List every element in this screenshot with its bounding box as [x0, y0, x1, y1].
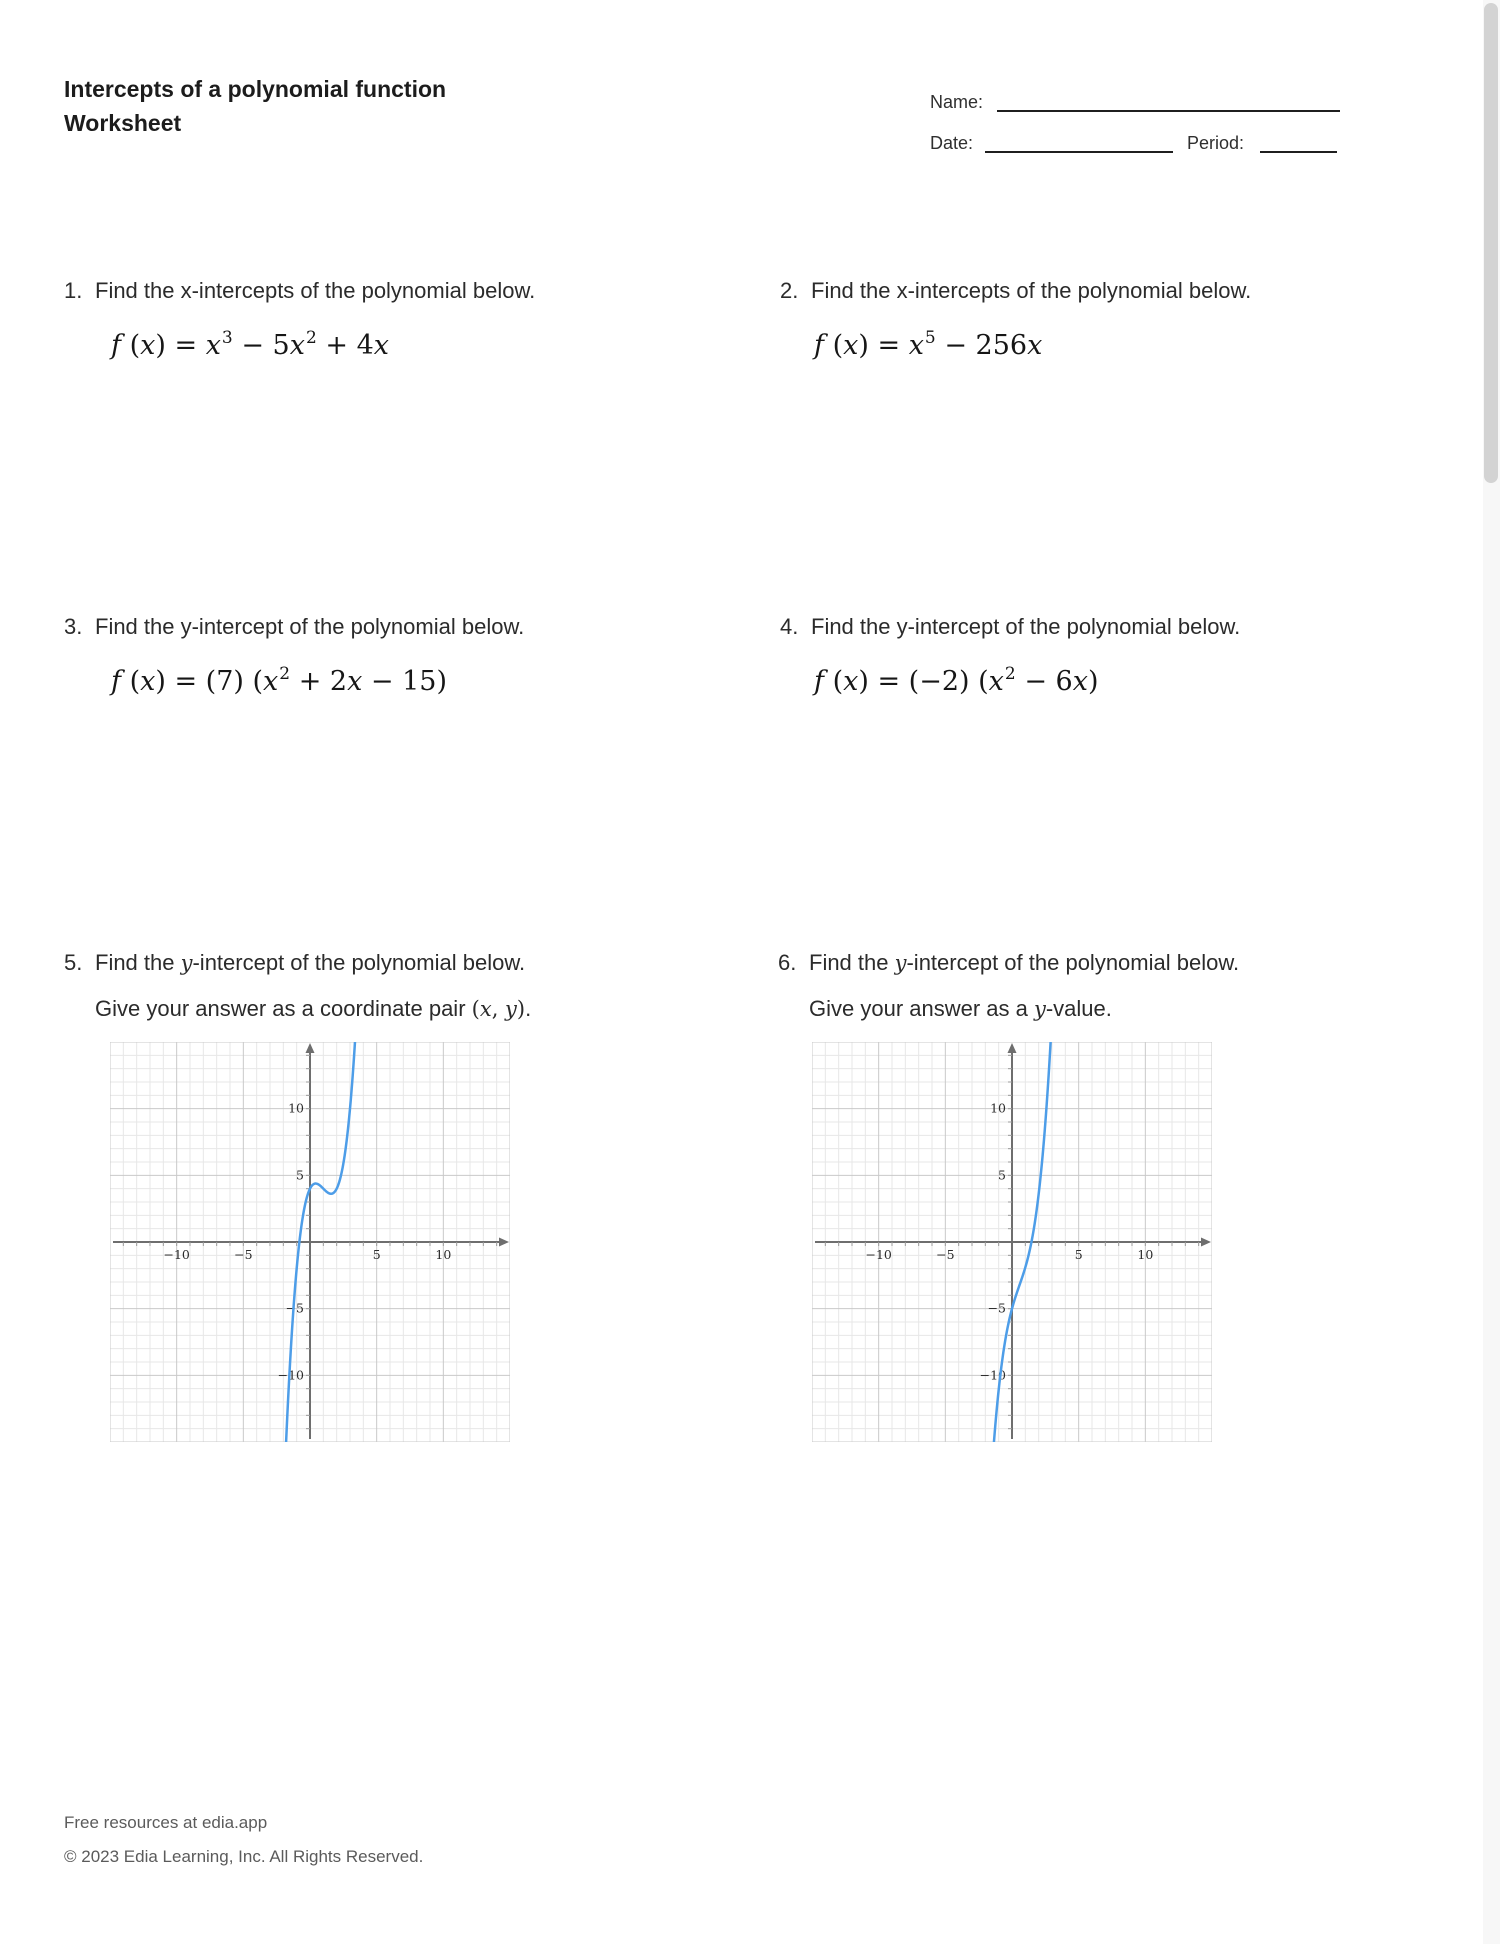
problem-6-statement	[778, 948, 1458, 978]
problem-4	[780, 612, 1460, 697]
svg-text:5: 5	[372, 1247, 381, 1262]
problem-2-text: Find the x-intercepts of the polynomial below.	[811, 278, 1252, 303]
scrollbar-track[interactable]	[1483, 0, 1500, 1944]
problem-4-formula: f (x) = (−2) $(x^2 - 6x)$	[814, 664, 1099, 697]
problem-3-number: 3.	[64, 614, 83, 639]
svg-text:5: 5	[1074, 1247, 1083, 1262]
problem-4-text: Find the y-intercept of the polynomial below.	[811, 614, 1241, 639]
date-blank-line	[985, 151, 1173, 153]
svg-text:−10: −10	[865, 1247, 892, 1262]
problem-2-formula: f $(x) = x^5 - 256x$	[814, 328, 1043, 361]
problem-5-text: Find the y-intercept of the polynomial below.	[95, 950, 526, 975]
problem-1-statement	[64, 276, 744, 306]
problem-5-number: 5.	[64, 950, 83, 975]
problem-6-text: Find the y-intercept of the polynomial below.	[809, 950, 1240, 975]
date-label: Date:	[930, 133, 974, 153]
problem-6-statement-line2: Give your answer as a y-value.	[809, 996, 1112, 1021]
problem-5-statement	[64, 948, 744, 978]
graph-svg-cubic-left	[110, 1042, 510, 1442]
problem-1-formula: f $(x) = x^3 - 5x^2 + 4x$	[111, 328, 389, 361]
svg-text:10: 10	[1137, 1247, 1154, 1262]
problem-5	[64, 948, 744, 1448]
problem-6-graph	[812, 1042, 1212, 1442]
problem-3-formula: f (x) = (7) $(x^2 + 2x - 15)$	[111, 664, 447, 697]
footer	[64, 1806, 423, 1874]
problem-2-statement	[780, 276, 1460, 306]
svg-text:−10: −10	[979, 1367, 1006, 1383]
problem-1-number: 1.	[64, 278, 83, 303]
problem-2-number: 2.	[780, 278, 799, 303]
problem-6-number: 6.	[778, 950, 797, 975]
footer-copyright-text: © 2023 Edia Learning, Inc. All Rights Reserved.	[64, 1847, 424, 1866]
footer-resources-text: Free resources at edia.app	[64, 1813, 268, 1832]
period-blank-line	[1260, 151, 1337, 153]
svg-text:−10: −10	[163, 1247, 190, 1262]
period-label: Period:	[1187, 133, 1245, 153]
graph-svg-cubic-right	[812, 1042, 1212, 1442]
page-title: Intercepts of a polynomial function	[64, 76, 447, 102]
problem-1-text: Find the x-intercepts of the polynomial below.	[95, 278, 536, 303]
svg-text:10: 10	[435, 1247, 452, 1262]
svg-text:10: 10	[990, 1100, 1006, 1116]
svg-text:5: 5	[998, 1167, 1006, 1183]
page-subtitle: Worksheet	[64, 110, 182, 136]
problem-4-statement	[780, 612, 1460, 642]
problem-3-statement	[64, 612, 744, 642]
name-blank-line	[997, 110, 1340, 112]
problem-2	[780, 276, 1460, 361]
svg-text:−5: −5	[285, 1300, 304, 1316]
scrollbar-thumb[interactable]	[1484, 3, 1498, 483]
svg-text:−5: −5	[234, 1247, 253, 1262]
problem-4-number: 4.	[780, 614, 799, 639]
name-label: Name:	[930, 92, 984, 112]
problem-5-statement-line2: Give your answer as a coordinate pair (x, y).	[95, 996, 532, 1021]
problem-6	[778, 948, 1458, 1448]
svg-text:−5: −5	[987, 1300, 1006, 1316]
svg-text:5: 5	[296, 1167, 304, 1183]
svg-text:−10: −10	[277, 1367, 304, 1383]
problem-1	[64, 276, 744, 361]
svg-text:10: 10	[288, 1100, 304, 1116]
problem-5-graph	[110, 1042, 510, 1442]
problem-3	[64, 612, 744, 697]
svg-text:−5: −5	[936, 1247, 955, 1262]
header	[64, 72, 446, 140]
problem-3-text: Find the y-intercept of the polynomial below.	[95, 614, 525, 639]
